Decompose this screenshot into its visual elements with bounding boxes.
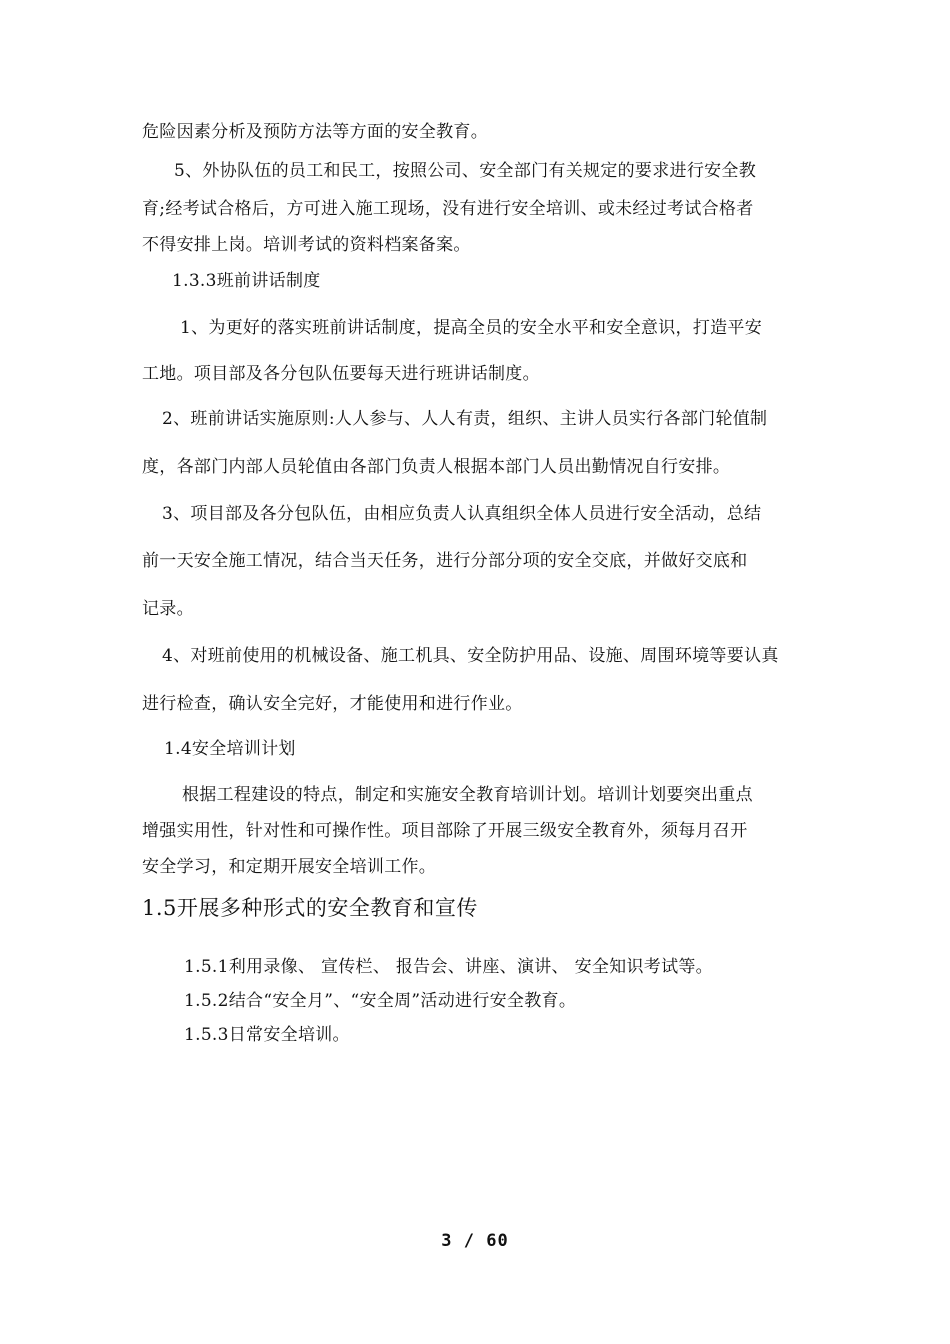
- paragraph-line: 度，各部门内部人员轮值由各部门负责人根据本部门人员出勤情况自行安排。: [142, 457, 731, 477]
- paragraph-line: 4、对班前使用的机械设备、施工机具、安全防护用品、设施、周围环境等要认真: [162, 646, 779, 666]
- list-item: 1.5.3日常安全培训。: [184, 1025, 350, 1045]
- paragraph-line: 根据工程建设的特点，制定和实施安全教育培训计划。培训计划要突出重点: [182, 785, 753, 805]
- list-item: 1.5.1利用录像、 宣传栏、 报告会、讲座、演讲、 安全知识考试等。: [184, 957, 713, 977]
- paragraph-line: 增强实用性，针对性和可操作性。项目部除了开展三级安全教育外，须每月召开: [142, 821, 748, 841]
- paragraph-line: 5、外协队伍的员工和民工，按照公司、安全部门有关规定的要求进行安全教: [174, 161, 757, 181]
- paragraph-line: 育;经考试合格后，方可进入施工现场，没有进行安全培训、或未经过考试合格者: [142, 199, 754, 219]
- paragraph-line: 3、项目部及各分包队伍，由相应负责人认真组织全体人员进行安全活动，总结: [162, 504, 762, 524]
- paragraph-line: 1、为更好的落实班前讲话制度，提高全员的安全水平和安全意识，打造平安: [180, 318, 763, 338]
- paragraph-line: 安全学习，和定期开展安全培训工作。: [142, 857, 437, 877]
- list-item: 1.5.2结合“安全月”、“安全周”活动进行安全教育。: [184, 991, 577, 1011]
- section-heading: 1.5开展多种形式的安全教育和宣传: [142, 896, 478, 920]
- paragraph-line: 记录。: [142, 599, 194, 619]
- paragraph-line: 前一天安全施工情况，结合当天任务，进行分部分项的安全交底，并做好交底和: [142, 551, 748, 571]
- paragraph-line: 危险因素分析及预防方法等方面的安全教育。: [142, 122, 488, 142]
- paragraph-line: 进行检查，确认安全完好，才能使用和进行作业。: [142, 694, 523, 714]
- section-heading: 1.3.3班前讲话制度: [172, 271, 321, 291]
- paragraph-line: 2、班前讲话实施原则:人人参与、人人有责，组织、主讲人员实行各部门轮值制: [162, 409, 768, 429]
- paragraph-line: 不得安排上岗。培训考试的资料档案备案。: [142, 235, 471, 255]
- page-number: 3 / 60: [441, 1231, 509, 1251]
- section-heading: 1.4安全培训计划: [164, 739, 296, 759]
- paragraph-line: 工地。项目部及各分包队伍要每天进行班讲话制度。: [142, 364, 540, 384]
